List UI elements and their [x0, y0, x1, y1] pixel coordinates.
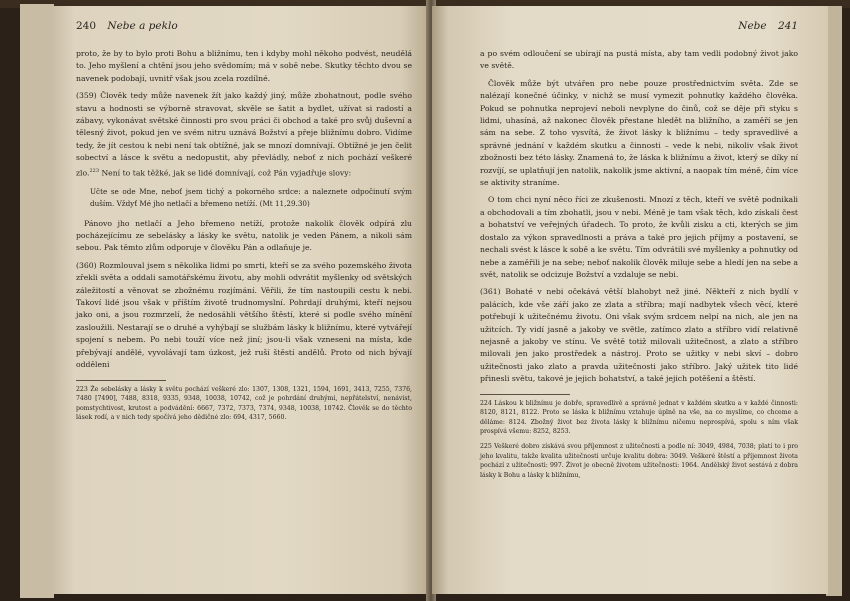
scripture-quote: Učte se ode Mne, neboť jsem tichý a pokorného srdce: a naleznete odpočinutí svým duším. Vždyť Mé jho netlačí a břemeno netíží. (Mt 11,29.30) — [90, 186, 412, 208]
paragraph: Pánovo jho netlačí a Jeho břemeno netíží, protože nakolik člověk odpírá zlu pocházejícímu ze sebelásky a lásky ke světu, natolik je veden Pánem, a nikoli sám sebou. Pak těmto zlům odporuje v člověku Pán a odlaňuje je. — [76, 218, 412, 253]
running-title: Nebe — [738, 20, 767, 32]
footnote-223: 223 Že sebelásky a lásky k světu pochází veškeré zlo: 1307, 1308, 1321, 1594, 1691, 3413, 7255, 7376, 7480 [7490], 7488, 8318, 9335, 9348, 10038, 10742, což je pohrdání druhými, nepřátelství, nenávist, pomstychtivost, krutost a podvádění: 6667, 7372, 7373, 7374, 9348, 10038, 10742. Člověk se do těchto lásek rodí, a v nich tedy spočívá jeho dědičné zlo: 694, 4317, 5660. — [76, 385, 412, 422]
paragraph: proto, že by to bylo proti Bohu a bližnímu, ten i kdyby mohl někoho podvést, neudělá to. Jeho myšlení a chtění jsou jeho svědomím; má v sobě nebe. Skutky těchto dvou se navenek podobají, uvnitř však jsou zcela rozdílné. — [76, 49, 412, 83]
paragraph-360: (360) Rozmlouval jsem s několika lidmi po smrti, kteří se za svého pozemského života zřekli světa a oddali samotářskému životu, aby mohli odvrátit myšlenky od světských záležitostí a věnovat se zbožnému rozjímání. Věřili, že tím nastoupili cestu k nebi. Takoví lidé jsou však v příštím životě trudnomyslní. Pohrdají druhými, kteří nejsou jako oni, a jsou rozmrzelí, že nedosáhli většího štěstí, které si podle svého mínění zasloužili. Nestarají se o druhé a vyhýbají se službám lásky k bližnímu, které vytvářejí spojení s nebem. Po nebi touží více než jiní; jsou-li však vzneseni na místa, kde přebývají andělé, vyvolávají tam úzkost, jež ruší štěstí andělů. Proto od nich bývají odděleni — [76, 260, 412, 370]
running-title: Nebe a peklo — [107, 20, 178, 32]
page-edges-left — [20, 4, 54, 598]
footnote-225: 225 Veškeré dobro získává svou příjemnost z užitečnosti a podle ní: 3049, 4984, 7038; platí to i pro jeho kvalitu, takže kvalita užitečnosti určuje kvalitu dobra: 3049. Veškeré štěstí a příjemnost života pochází z užitečnosti: 997. Život je obecně životem užitečnosti: 1964. Andělský život sestává z dobra lásky k Bohu a lásky k bližnímu, — [480, 442, 798, 479]
right-page-header — [738, 20, 798, 32]
left-page — [52, 6, 430, 594]
paragraph: Člověk může být utvářen pro nebe pouze prostřednictvím světa. Zde se nalézají konečné účinky, v nichž se musí vymezit pohnutky každého člověka. Pokud se pohnutka neprojeví neboli nevplyne do činů, což se děje při styku s lidmi, uhasíná, až nakonec člověk přestane hledět na bližního, a zaměří se jen sám na sebe. Z toho vysvítá, že život lásky k bližnímu – tedy spravedlivé a správné jednání v každém skutku a činnosti – vede k nebi, nikoliv však život zbožnosti bez této lásky. Znamená to, že láska k bližnímu a život, který se díky ní rozvíjí, se uplatňují jen natolik, nakolik jsme aktivní, a naopak tím méně, čím více se aktivity straníme. — [480, 78, 798, 188]
right-page-body — [480, 48, 798, 485]
page-number: 240 — [76, 20, 97, 32]
page-edges-right — [826, 6, 842, 596]
right-page — [432, 6, 828, 594]
left-page-body — [76, 48, 412, 428]
page-number: 241 — [777, 20, 798, 32]
paragraph-359: (359) Člověk tedy může navenek žít jako každý jiný, může zbohatnout, podle svého stavu a hodnosti se výborně stravovat, skvěle se šatit a bydlet, užívat si radostí a zábavy, vykonávat světské činnosti pro svou práci či obchod a také pro svůj duševní a tělesný život, pokud jen ve svém nitru uznává Božství a přeje bližnímu dobro. Vidíme tedy, že jít cestou k nebi není tak obtížné, jak se mnozí domnívají. Obtížné je jen čelit sobectví a lásce k světu a nedopustit, aby převládly, neboť z nich pochází veškeré zlo.$^{223}$ Není to tak těžké, jak se lidé domnívají, což Pán vyjadřuje slovy: — [76, 91, 412, 178]
paragraph: a po svém odloučení se ubírají na pustá místa, aby tam vedli podobný život jako ve světě. — [480, 49, 798, 71]
footnote-ref: 223 — [89, 167, 99, 174]
paragraph: O tom chci nyní něco říci ze zkušenosti. Mnozí z těch, kteří ve světě podnikali a obchodovali a tím zbohatli, jsou v nebi. Méně je tam však těch, kdo získali čest a bohatství ve veřejných úřadech. To proto, že kvůli zisku a cti, kterých se jim dostalo za výkon spravedlnosti a práva a také pro jejich příjmy a postavení, se nechali svést k lásce k sobě a ke světu. Tím odvrátili své myšlenky a pohnutky od nebe a zaměřili je na sebe; neboť nakolik člověk miluje sebe a hledí jen na sebe a svět, natolik se odcizuje Božství a vzdaluje se nebi. — [480, 195, 798, 279]
paragraph-361: (361) Bohaté v nebi očekává větší blahobyt než jiné. Někteří z nich bydlí v palácích, kde vše září jako ze zlata a stříbra; mají nadbytek všech věcí, které potřebují k užitečnému životu. Oni však svým srdcem nelpí na nich, ale jen na užitcích. Ty vidí jasně a jakoby ve světle, zatímco zlato a stříbro vidí relativně nejasně a jakoby ve stínu. Ve světě totiž milovali užitečnost, a zlato a stříbro milovali jen jako prostředek a nástroj. Proto se užitky v nebi skví – dobro užitečnosti jako zlato a pravda užitečnosti jako stříbro. Jaký užitek tito lidé přinesli světu, takové je jejich bohatství, a také jejich potěšení a štěstí. — [480, 287, 798, 384]
footnote-rule — [76, 380, 166, 381]
footnote-224: 224 Láskou k bližnímu je dobře, spravedlivě a správně jednat v každém skutku a v každé činnosti: 8120, 8121, 8122. Proto se láska k bližnímu vztahuje úplně na vše, na co myslíme, co chceme a děláme: 8124. Zbožný život bez života lásky k bližnímu ničemu neprospívá, spolu s ním však prospívá všemu: 8252, 8253. — [480, 399, 798, 436]
footnote-rule — [480, 394, 570, 395]
left-page-header — [76, 20, 178, 32]
